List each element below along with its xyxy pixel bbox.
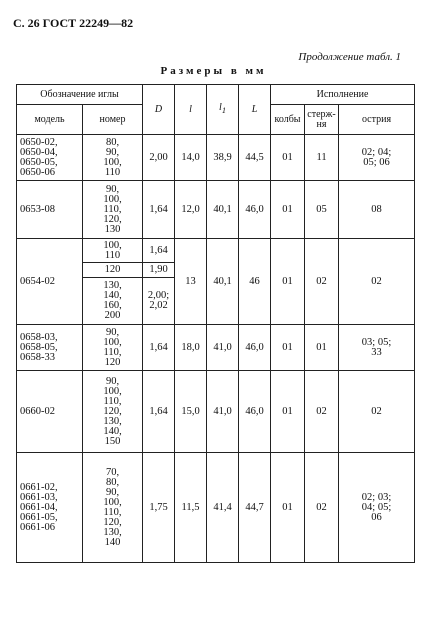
cell-flask: 01 <box>271 135 305 181</box>
table-continuation-label: Продолжение табл. 1 <box>298 51 401 63</box>
cell-D: 1,64 <box>143 239 175 263</box>
cell-L: 44,7 <box>239 453 271 563</box>
cell-number: 130, 140, 160, 200 <box>83 278 143 325</box>
cell-rod: 02 <box>305 239 339 325</box>
cell-model: 0654-02 <box>17 239 83 325</box>
cell-flask: 01 <box>271 453 305 563</box>
cell-L: 46,0 <box>239 325 271 371</box>
cell-D: 1,64 <box>143 371 175 453</box>
col-L-header: L <box>239 85 271 135</box>
cell-l: 13 <box>175 239 207 325</box>
cell-l: 12,0 <box>175 181 207 239</box>
cell-number: 100, 110 <box>83 239 143 263</box>
cell-L: 46,0 <box>239 371 271 453</box>
cell-rod: 01 <box>305 325 339 371</box>
cell-model: 0660-02 <box>17 371 83 453</box>
needle-designation-header: Обозначение иглы <box>17 85 143 105</box>
table-row <box>17 453 415 563</box>
cell-D: 2,00; 2,02 <box>143 278 175 325</box>
cell-rod: 11 <box>305 135 339 181</box>
cell-rod: 02 <box>305 453 339 563</box>
col-rod-header: стерж- ня <box>305 105 339 135</box>
cell-D: 1,64 <box>143 325 175 371</box>
cell-tip: 08 <box>339 181 415 239</box>
cell-l: 15,0 <box>175 371 207 453</box>
table-row <box>17 135 415 181</box>
cell-D: 2,00 <box>143 135 175 181</box>
cell-l1: 41,0 <box>207 371 239 453</box>
cell-flask: 01 <box>271 181 305 239</box>
cell-number: 90, 100, 110, 120, 130, 140, 150 <box>83 371 143 453</box>
cell-tip: 02 <box>339 239 415 325</box>
table-row <box>17 371 415 453</box>
col-l1-letter: l <box>219 102 222 113</box>
table-row <box>17 325 415 371</box>
cell-tip: 02 <box>339 371 415 453</box>
page-header: С. 26 ГОСТ 22249—82 <box>13 16 134 30</box>
cell-model: 0661-02, 0661-03, 0661-04, 0661-05, 0661-06 <box>17 453 83 563</box>
col-flask-header: колбы <box>271 105 305 135</box>
col-tip-header: острия <box>339 105 415 135</box>
cell-l: 11,5 <box>175 453 207 563</box>
cell-model: 0653-08 <box>17 181 83 239</box>
cell-l: 14,0 <box>175 135 207 181</box>
execution-header: Исполнение <box>271 85 415 105</box>
cell-number: 80, 90, 100, 110 <box>83 135 143 181</box>
needle-dimensions-table <box>16 84 415 563</box>
dimensions-caption: Размеры в мм <box>160 65 267 77</box>
cell-l1: 40,1 <box>207 181 239 239</box>
cell-flask: 01 <box>271 371 305 453</box>
table-row <box>17 181 415 239</box>
cell-l1: 41,4 <box>207 453 239 563</box>
cell-l1: 41,0 <box>207 325 239 371</box>
cell-number: 120 <box>83 263 143 278</box>
cell-l: 18,0 <box>175 325 207 371</box>
cell-rod: 05 <box>305 181 339 239</box>
col-number-header: номер <box>83 105 143 135</box>
cell-L: 46,0 <box>239 181 271 239</box>
cell-l1: 38,9 <box>207 135 239 181</box>
cell-number: 90, 100, 110, 120, 130 <box>83 181 143 239</box>
cell-L: 44,5 <box>239 135 271 181</box>
cell-flask: 01 <box>271 325 305 371</box>
cell-number: 70, 80, 90, 100, 110, 120, 130, 140 <box>83 453 143 563</box>
cell-l1: 40,1 <box>207 239 239 325</box>
cell-model: 0658-03, 0658-05, 0658-33 <box>17 325 83 371</box>
cell-flask: 01 <box>271 239 305 325</box>
col-D-header: D <box>143 85 175 135</box>
table-row <box>17 239 415 263</box>
cell-number: 90, 100, 110, 120 <box>83 325 143 371</box>
cell-D: 1,90 <box>143 263 175 278</box>
cell-tip: 02; 04; 05; 06 <box>339 135 415 181</box>
col-l1-subscript: 1 <box>221 106 226 115</box>
cell-tip: 02; 03; 04; 05; 06 <box>339 453 415 563</box>
col-model-header: модель <box>17 105 83 135</box>
cell-D: 1,75 <box>143 453 175 563</box>
cell-model: 0650-02, 0650-04, 0650-05, 0650-06 <box>17 135 83 181</box>
cell-tip: 03; 05; 33 <box>339 325 415 371</box>
cell-D: 1,64 <box>143 181 175 239</box>
col-l1-header <box>207 85 239 135</box>
col-l-header: l <box>175 85 207 135</box>
cell-rod: 02 <box>305 371 339 453</box>
cell-L: 46 <box>239 239 271 325</box>
